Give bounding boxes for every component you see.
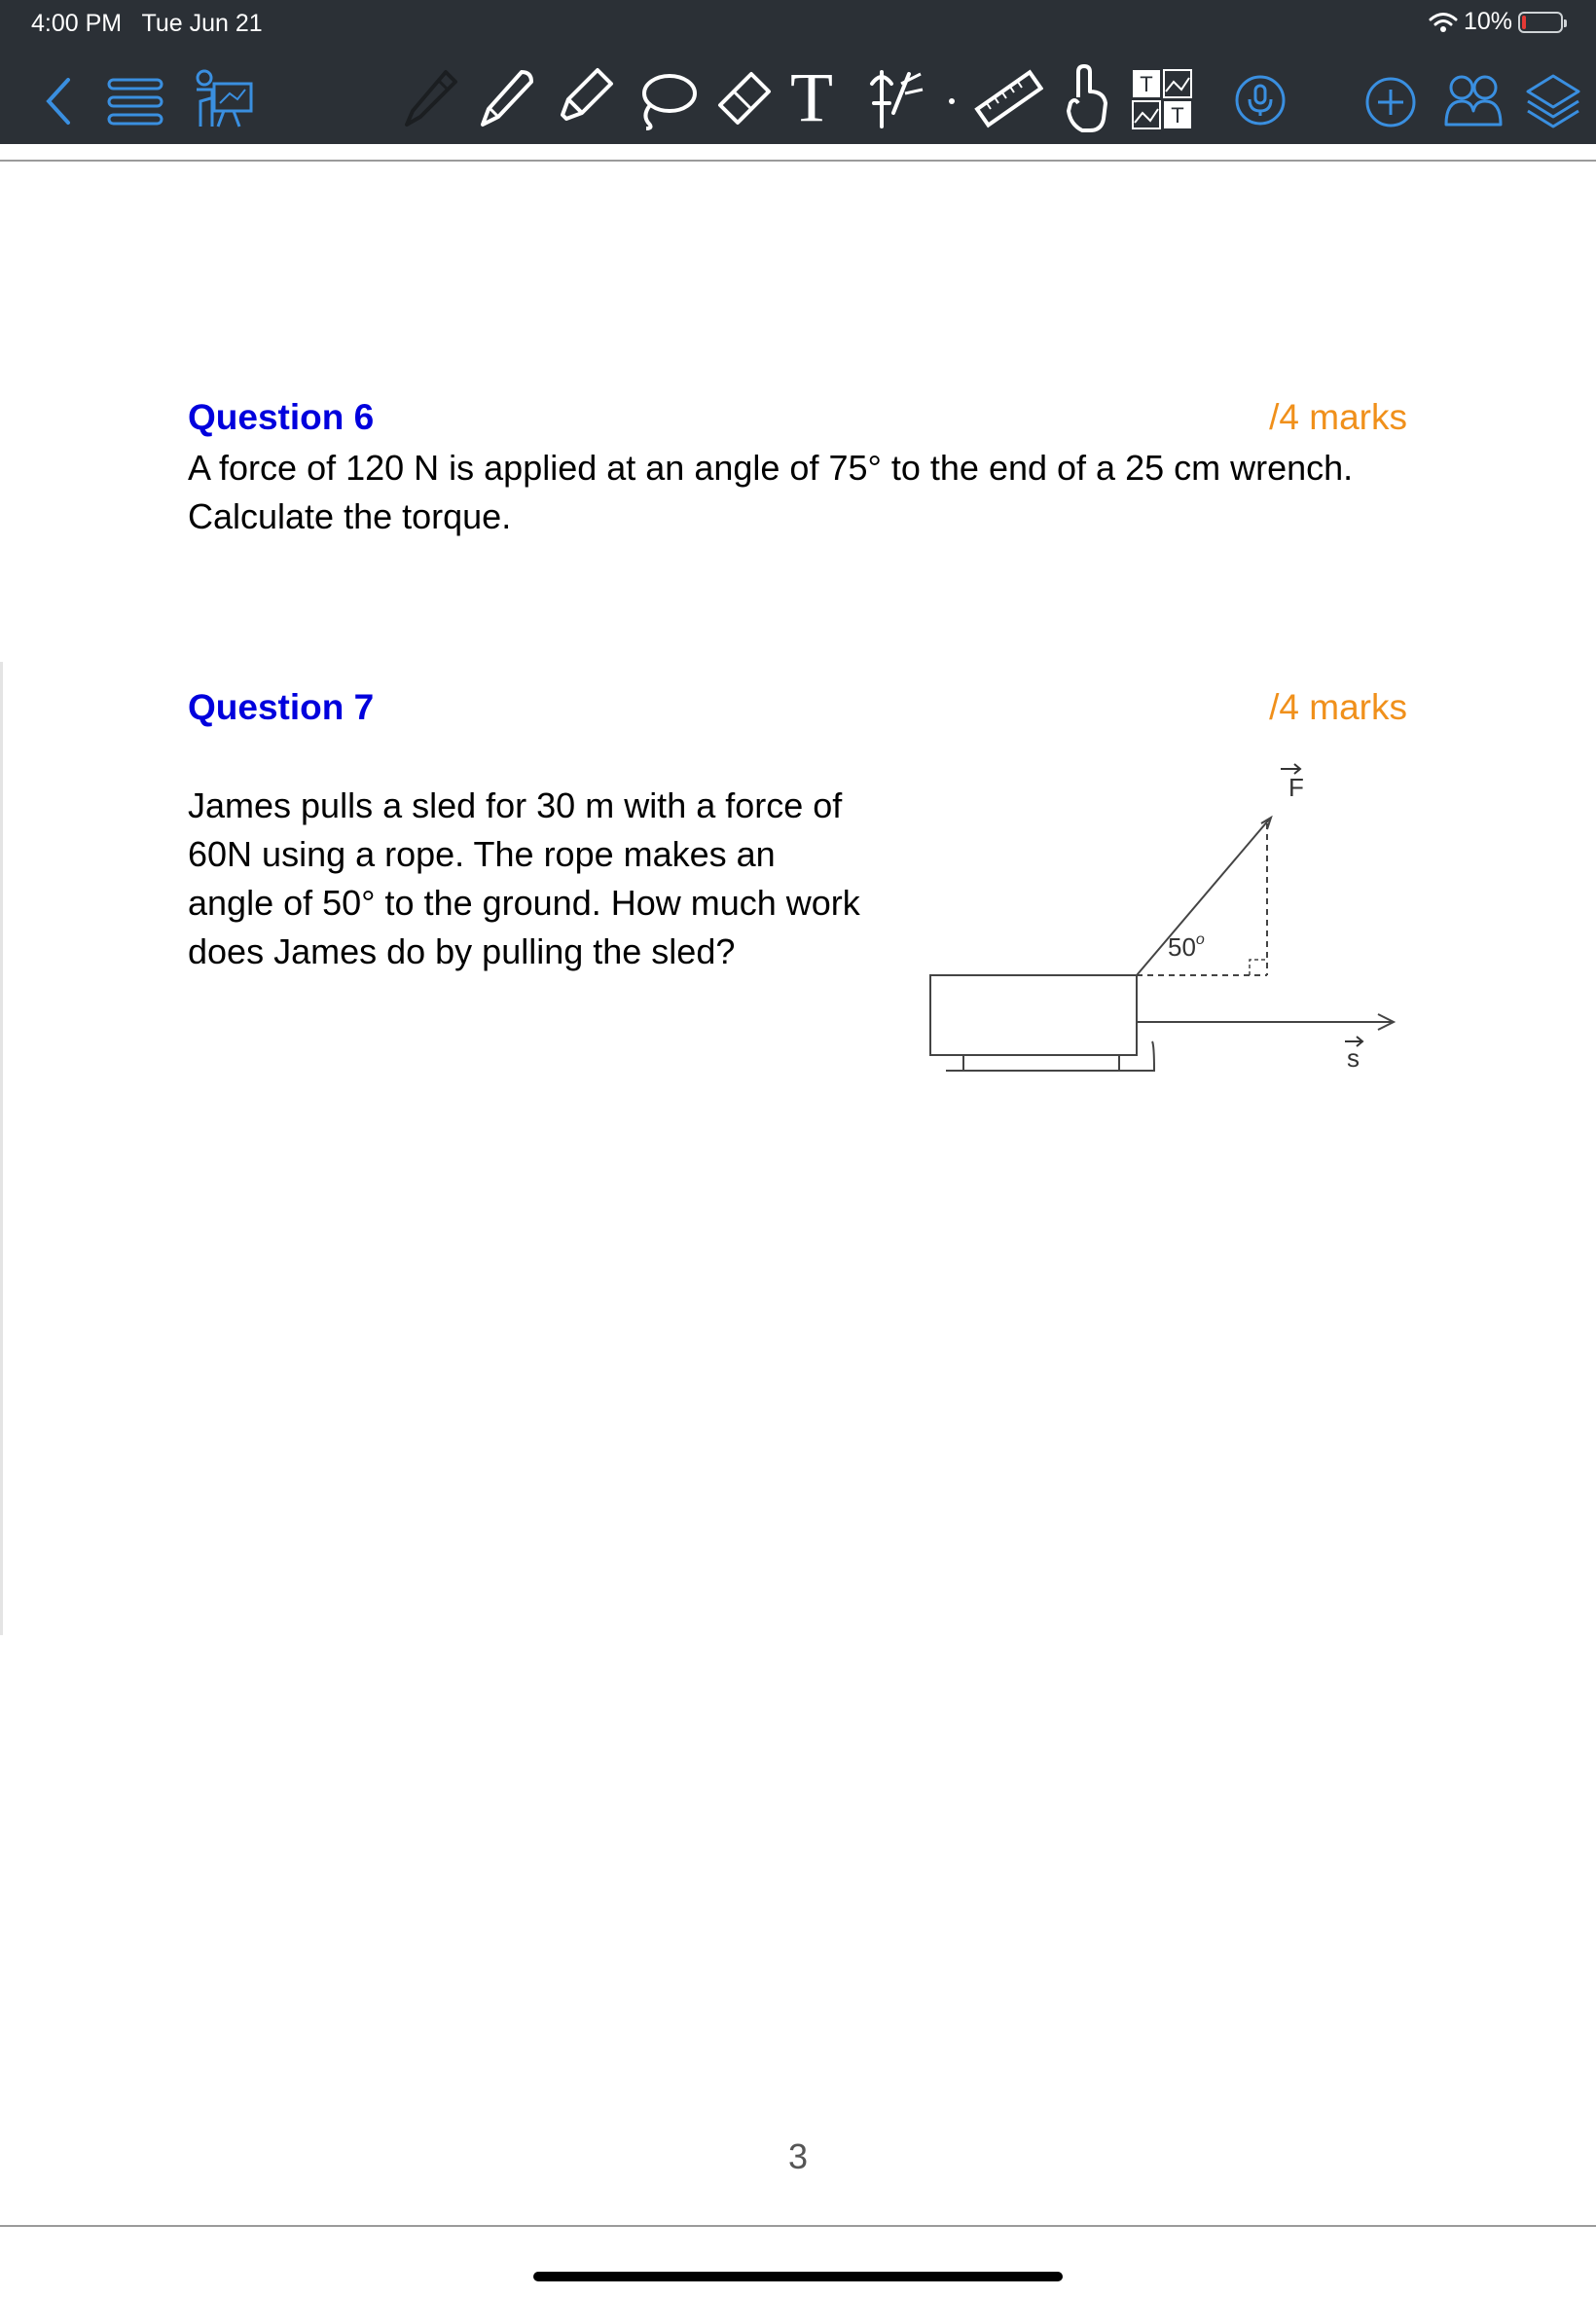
question-6-marks: /4 marks	[1269, 397, 1407, 437]
presentation-icon[interactable]	[191, 68, 255, 130]
question-7-text: James pulls a sled for 30 m with a force of 60N using a rope. The rope makes an angle of 50° to the ground. How much work does James do by pulling the sled?	[188, 785, 860, 971]
page-number: 3	[787, 2136, 809, 2176]
status-time: 4:00 PM Tue Jun 21	[31, 10, 263, 37]
collaborate-icon[interactable]	[1442, 72, 1505, 128]
question-6-text: A force of 120 N is applied at an angle of 75° to the end of a 25 cm wrench. Calculate the torque.	[188, 448, 1354, 536]
layers-icon[interactable]	[1524, 72, 1582, 130]
top-toolbar	[0, 0, 1596, 144]
lasso-icon[interactable]	[633, 70, 699, 130]
angle-label: 50$^o$	[1168, 931, 1205, 962]
sled-diagram	[925, 749, 1411, 1080]
battery-percent: 10%	[1463, 8, 1512, 35]
svg-text:T: T	[1140, 72, 1153, 96]
page-side-edge	[0, 662, 3, 1635]
battery-icon	[1518, 12, 1563, 33]
pen-icon[interactable]	[399, 66, 459, 132]
image-text-icon[interactable]	[1131, 68, 1195, 132]
right-angle-marker	[1250, 960, 1267, 975]
force-label: F	[1288, 773, 1304, 802]
eraser-icon[interactable]	[712, 68, 775, 130]
home-indicator[interactable]	[533, 2272, 1063, 2281]
question-7-title: Question 7	[188, 687, 375, 727]
ruler-icon[interactable]	[973, 66, 1043, 132]
question-7-marks: /4 marks	[1269, 687, 1407, 727]
text-icon[interactable]: T	[790, 58, 833, 136]
add-icon[interactable]	[1364, 76, 1417, 128]
displacement-label: s	[1347, 1043, 1360, 1073]
shape-icon[interactable]	[862, 64, 930, 132]
microphone-icon[interactable]	[1234, 74, 1287, 127]
hand-icon[interactable]	[1065, 64, 1109, 134]
sled-box	[930, 975, 1137, 1055]
list-icon[interactable]	[105, 76, 165, 128]
status-right	[1429, 8, 1563, 36]
wifi-icon	[1429, 12, 1458, 33]
svg-text:T: T	[1171, 103, 1184, 128]
back-icon[interactable]	[39, 74, 78, 128]
question-6-title: Question 6	[188, 397, 375, 437]
page-bottom-border	[0, 2225, 1596, 2227]
pencil-icon[interactable]	[477, 66, 537, 132]
force-line	[1137, 820, 1269, 975]
dot-indicator	[948, 97, 956, 105]
page-top-border	[0, 160, 1596, 162]
highlighter-icon[interactable]	[555, 66, 615, 132]
